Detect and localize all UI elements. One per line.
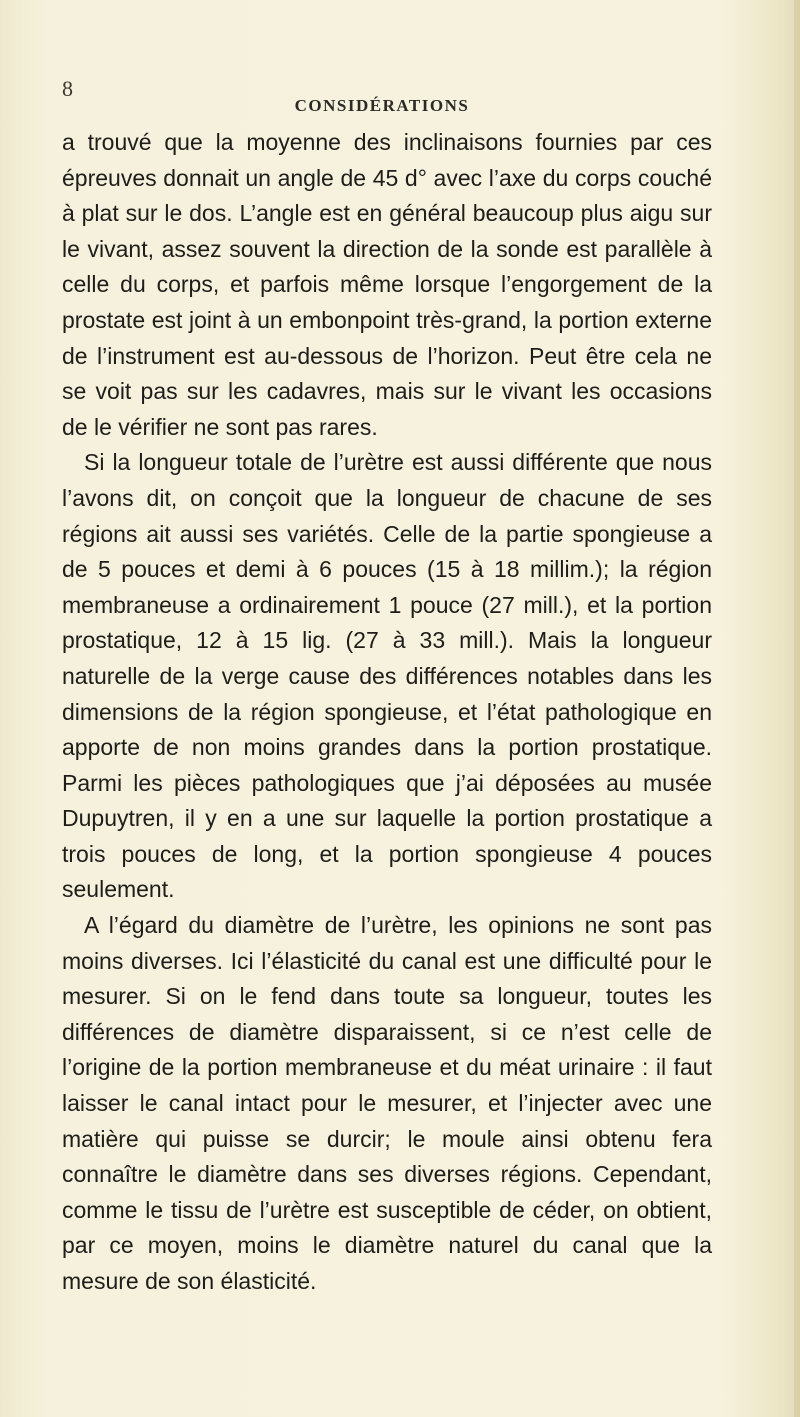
paragraph: Si la longueur totale de l’urètre est aussi différente que nous l’avons dit, on conçoit que la longueur de chacune de ses régions ait aussi ses variétés. Celle de la partie spongieuse a de 5 pouces et demi à 6 pouces (15 à 18 millim.); la région membraneuse a ordinairement 1 pouce (27 mill.), et la portion prostatique, 12 à 15 lig. (27 à 33 mill.). Mais la longueur naturelle de la verge cause des différences notables dans les dimensions de la région spongieuse, et l’état pathologique en apporte de non moins grandes dans la portion prostatique. Parmi les pièces pathologiques que j’ai déposées au musée Dupuytren, il y en a une sur laquelle la portion prostatique a trois pouces de long, et la portion spongieuse 4 pouces seulement. [62, 449, 712, 903]
page-number: 8 [62, 76, 73, 101]
running-title: CONSIDÉRATIONS [294, 96, 470, 115]
paragraph: A l’égard du diamètre de l’urètre, les opinions ne sont pas moins diverses. Ici l’élasticité du canal est une difficulté pour le mesurer. Si on le fend dans toute sa longueur, toutes les différences de diamètre disparaissent, si ce n’est celle de l’origine de la portion membraneuse et du méat urinaire : il faut laisser le canal intact pour le mesurer, et l’injecter avec une matière qui puisse se durcir; le moule ainsi obtenu fera connaître le diamètre dans ses diverses régions. Cependant, comme le tissu de l’urètre est susceptible de céder, on obtient, par ce moyen, moins le diamètre naturel du canal que la mesure de son élasticité. [62, 912, 712, 1294]
page-header [62, 76, 702, 122]
page-edge [794, 0, 800, 1417]
body-text [62, 125, 712, 1300]
paragraph: a trouvé que la moyenne des inclinaisons fournies par ces épreuves donnait un angle de 45 d° avec l’axe du corps couché à plat sur le dos. L’angle est en général beaucoup plus aigu sur le vivant, assez souvent la direction de la sonde est parallèle à celle du corps, et parfois même lorsque l’engorgement de la prostate est joint à un embonpoint très-grand, la portion externe de l’instrument est au-dessous de l’horizon. Peut être cela ne se voit pas sur les cadavres, mais sur le vivant les occasions de le vérifier ne sont pas rares. [62, 129, 712, 440]
